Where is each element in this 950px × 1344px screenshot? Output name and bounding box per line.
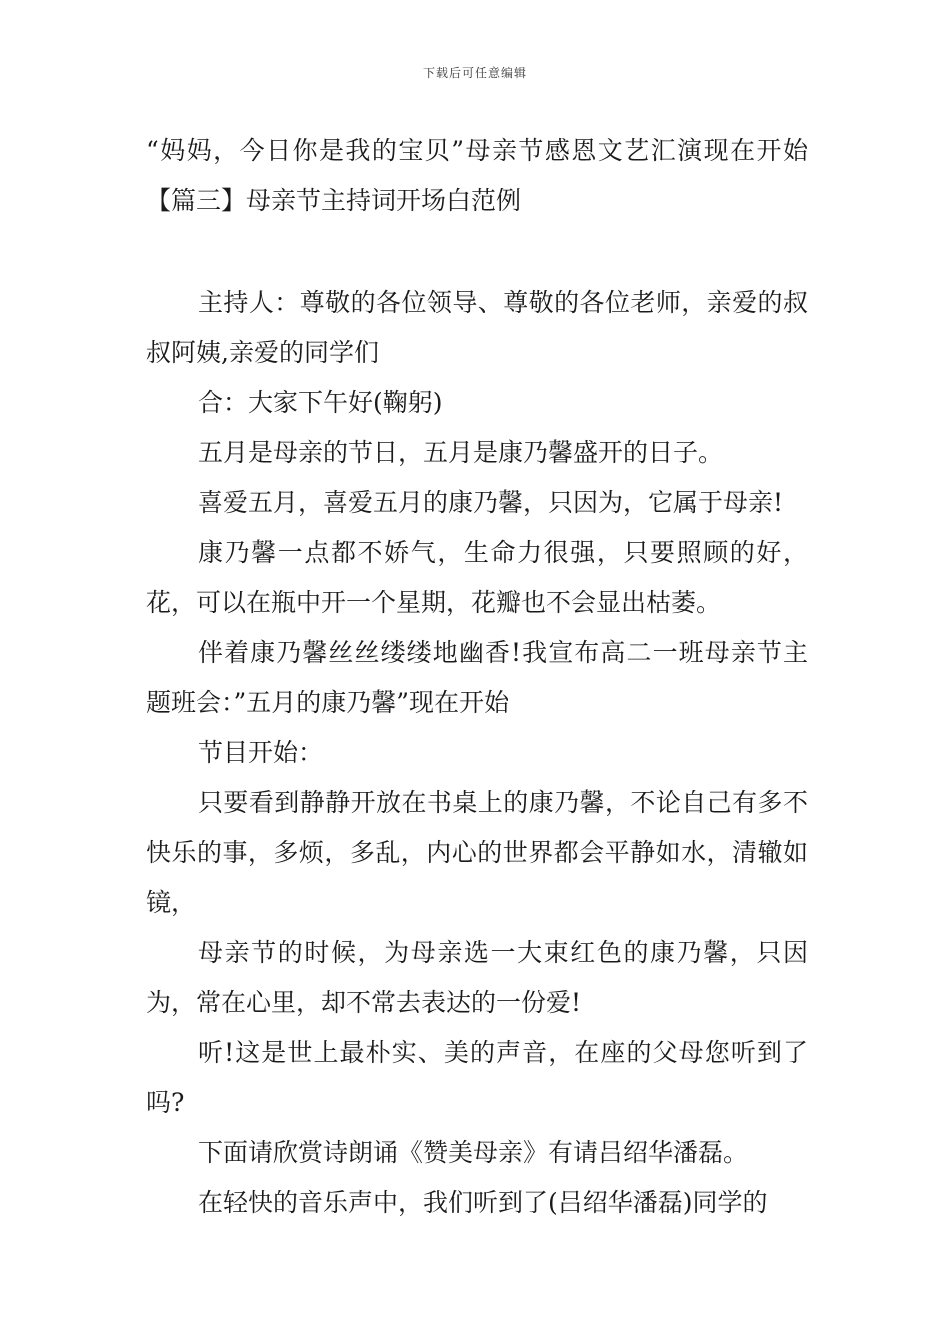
paragraph-gap [146,226,808,278]
paragraph: 节目开始： [198,738,324,767]
paragraph: 喜爱五月，喜爱五月的康乃馨，只因为，它属于母亲! [198,488,784,517]
paragraph: 主持人：尊敬的各位领导、尊敬的各位老师，亲爱的叔叔阿姨,亲爱的同学们 [146,288,808,367]
page-header: 下载后可任意编辑 [422,66,527,80]
paragraph-title-line: “妈妈，今日你是我的宝贝”母亲节感恩文艺汇演现在开始【篇三】母亲节主持词开场白范例 [146,136,808,215]
paragraph: 下面请欣赏诗朗诵《赞美母亲》有请吕绍华潘磊。 [198,1138,749,1167]
paragraph: 五月是母亲的节日，五月是康乃馨盛开的日子。 [198,438,724,467]
paragraph: 康乃馨一点都不娇气，生命力很强，只要照顾的好，花，可以在瓶中开一个星期，花瓣也不会显出枯萎。 [146,538,808,617]
paragraph: 合：大家下午好(鞠躬) [198,388,443,417]
paragraph: 只要看到静静开放在书桌上的康乃馨，不论自己有多不快乐的事，多烦，多乱，内心的世界都会平静如水，清辙如镜， [146,788,808,917]
document-body [146,126,808,1228]
paragraph: 听!这是世上最朴实、美的声音，在座的父母您听到了吗? [146,1038,808,1117]
paragraph: 母亲节的时候，为母亲选一大束红色的康乃馨，只因为，常在心里，却不常去表达的一份爱! [146,938,808,1017]
paragraph: 伴着康乃馨丝丝缕缕地幽香!我宣布高二一班母亲节主题班会：”五月的康乃馨”现在开始 [146,638,808,717]
paragraph: 在轻快的音乐声中，我们听到了(吕绍华潘磊)同学的 [198,1188,768,1217]
